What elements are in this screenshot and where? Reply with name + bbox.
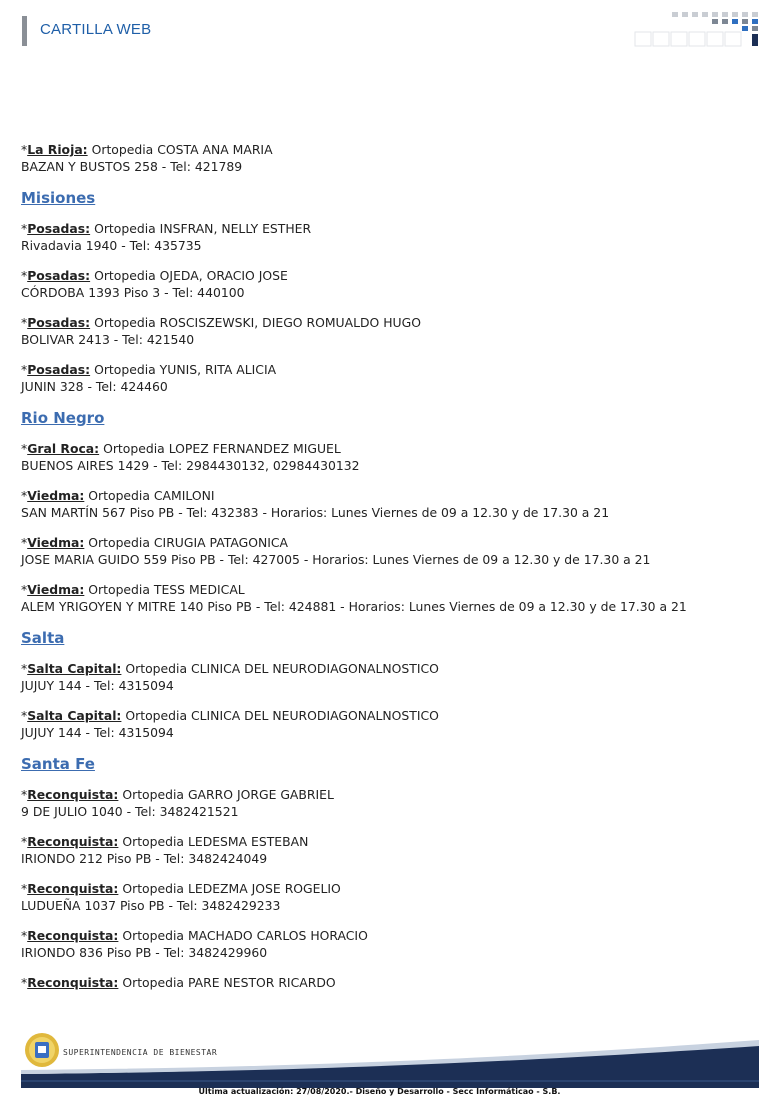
provider-name: Ortopedia OJEDA, ORACIO JOSE [94, 268, 288, 283]
provider-entry [21, 880, 741, 914]
provider-entry [21, 707, 741, 741]
city-label: Salta Capital: [27, 661, 122, 676]
provider-line: *Reconquista: Ortopedia PARE NESTOR RICARDO [21, 975, 336, 990]
city-label: Reconquista: [27, 787, 119, 802]
provider-entry [21, 833, 741, 867]
page-title: CARTILLA WEB [40, 21, 152, 38]
provider-line: *Reconquista: Ortopedia LEDESMA ESTEBAN [21, 834, 309, 849]
city-label: Reconquista: [27, 928, 119, 943]
provider-address: JUJUY 144 - Tel: 4315094 [21, 725, 174, 740]
provider-name: Ortopedia TESS MEDICAL [88, 582, 245, 597]
pixel-grid-decoration [634, 12, 759, 48]
city-label: Viedma: [27, 535, 85, 550]
provider-address: 9 DE JULIO 1040 - Tel: 3482421521 [21, 804, 239, 819]
provider-entry [21, 534, 741, 568]
provider-name: Ortopedia ROSCISZEWSKI, DIEGO ROMUALDO HUGO [94, 315, 421, 330]
provider-name: Ortopedia CLINICA DEL NEURODIAGONALNOSTICO [125, 661, 439, 676]
page-header [0, 0, 759, 60]
city-label: Reconquista: [27, 975, 119, 990]
provider-address: JUJUY 144 - Tel: 4315094 [21, 678, 174, 693]
provider-address: BAZAN Y BUSTOS 258 - Tel: 421789 [21, 159, 243, 174]
provider-name: Ortopedia LEDESMA ESTEBAN [122, 834, 309, 849]
region-heading[interactable]: Salta [21, 629, 65, 647]
provider-address: BOLIVAR 2413 - Tel: 421540 [21, 332, 195, 347]
provider-name: Ortopedia GARRO JORGE GABRIEL [122, 787, 334, 802]
city-label: Viedma: [27, 488, 85, 503]
provider-line: *Viedma: Ortopedia CIRUGIA PATAGONICA [21, 535, 289, 550]
region-heading[interactable]: Rio Negro [21, 409, 105, 427]
provider-entry [21, 220, 741, 254]
provider-name: Ortopedia CIRUGIA PATAGONICA [88, 535, 289, 550]
provider-entry [21, 786, 741, 820]
provider-line: *Posadas: Ortopedia INSFRAN, NELLY ESTHER [21, 221, 312, 236]
provider-address: IRIONDO 836 Piso PB - Tel: 3482429960 [21, 945, 268, 960]
provider-name: Ortopedia MACHADO CARLOS HORACIO [122, 928, 368, 943]
provider-line: *Posadas: Ortopedia ROSCISZEWSKI, DIEGO ROMUALDO HUGO [21, 315, 421, 330]
provider-line: *Posadas: Ortopedia OJEDA, ORACIO JOSE [21, 268, 288, 283]
city-label: Posadas: [27, 268, 91, 283]
provider-entry [21, 487, 741, 521]
provider-line: *Salta Capital: Ortopedia CLINICA DEL NEURODIAGONALNOSTICO [21, 708, 439, 723]
provider-entry [21, 314, 741, 348]
seal-logo [24, 1032, 60, 1068]
provider-line: *Salta Capital: Ortopedia CLINICA DEL NEURODIAGONALNOSTICO [21, 661, 439, 676]
provider-line: *Reconquista: Ortopedia MACHADO CARLOS HORACIO [21, 928, 368, 943]
provider-line: *Viedma: Ortopedia CAMILONI [21, 488, 215, 503]
city-label: Reconquista: [27, 834, 119, 849]
provider-list [21, 141, 741, 1004]
provider-address: IRIONDO 212 Piso PB - Tel: 3482424049 [21, 851, 268, 866]
header-accent-bar [22, 16, 27, 46]
provider-name: Ortopedia INSFRAN, NELLY ESTHER [94, 221, 312, 236]
provider-name: Ortopedia LEDEZMA JOSE ROGELIO [122, 881, 341, 896]
provider-address: SAN MARTÍN 567 Piso PB - Tel: 432383 - Horarios: Lunes Viernes de 09 a 12.30 y de 17.30 a 21 [21, 505, 610, 520]
region-heading[interactable]: Santa Fe [21, 755, 95, 773]
provider-line: *Reconquista: Ortopedia LEDEZMA JOSE ROGELIO [21, 881, 341, 896]
provider-line: *Posadas: Ortopedia YUNIS, RITA ALICIA [21, 362, 277, 377]
provider-entry [21, 361, 741, 395]
provider-entry [21, 440, 741, 474]
provider-address: CÓRDOBA 1393 Piso 3 - Tel: 440100 [21, 285, 245, 300]
provider-name: Ortopedia CAMILONI [88, 488, 215, 503]
provider-entry [21, 974, 741, 991]
city-label: Salta Capital: [27, 708, 122, 723]
footer-wave-banner [21, 1038, 759, 1088]
provider-address: JUNIN 328 - Tel: 424460 [21, 379, 168, 394]
provider-name: Ortopedia CLINICA DEL NEURODIAGONALNOSTICO [125, 708, 439, 723]
provider-address: JOSE MARIA GUIDO 559 Piso PB - Tel: 427005 - Horarios: Lunes Viernes de 09 a 12.30 y de 17.30 a 21 [21, 552, 651, 567]
provider-address: ALEM YRIGOYEN Y MITRE 140 Piso PB - Tel: 424881 - Horarios: Lunes Viernes de 09 a 12.30 y de 17.30 a 21 [21, 599, 687, 614]
city-label: Viedma: [27, 582, 85, 597]
region-heading[interactable]: Misiones [21, 189, 96, 207]
provider-name: Ortopedia YUNIS, RITA ALICIA [94, 362, 277, 377]
city-label: Gral Roca: [27, 441, 100, 456]
provider-address: Rivadavia 1940 - Tel: 435735 [21, 238, 202, 253]
city-label: Posadas: [27, 315, 91, 330]
provider-line: *La Rioja: Ortopedia COSTA ANA MARIA [21, 142, 273, 157]
provider-entry [21, 141, 741, 175]
provider-address: LUDUEÑA 1037 Piso PB - Tel: 3482429233 [21, 898, 281, 913]
brand-name: SUPERINTENDENCIA DE BIENESTAR [63, 1048, 218, 1057]
provider-entry [21, 267, 741, 301]
provider-address: BUENOS AIRES 1429 - Tel: 2984430132, 02984430132 [21, 458, 360, 473]
provider-entry [21, 581, 741, 615]
provider-entry [21, 927, 741, 961]
provider-line: *Gral Roca: Ortopedia LOPEZ FERNANDEZ MIGUEL [21, 441, 341, 456]
provider-entry [21, 660, 741, 694]
provider-name: Ortopedia PARE NESTOR RICARDO [122, 975, 336, 990]
provider-line: *Viedma: Ortopedia TESS MEDICAL [21, 582, 245, 597]
city-label: Posadas: [27, 362, 91, 377]
page-footer [0, 1028, 759, 1101]
city-label: Reconquista: [27, 881, 119, 896]
provider-line: *Reconquista: Ortopedia GARRO JORGE GABRIEL [21, 787, 334, 802]
city-label: Posadas: [27, 221, 91, 236]
last-update-text: Ultima actualización: 27/08/2020.- Diseño y Desarrollo - Secc Informáticao - S.B. [198, 1087, 561, 1096]
provider-name: Ortopedia COSTA ANA MARIA [91, 142, 273, 157]
provider-name: Ortopedia LOPEZ FERNANDEZ MIGUEL [103, 441, 341, 456]
city-label: La Rioja: [27, 142, 88, 157]
